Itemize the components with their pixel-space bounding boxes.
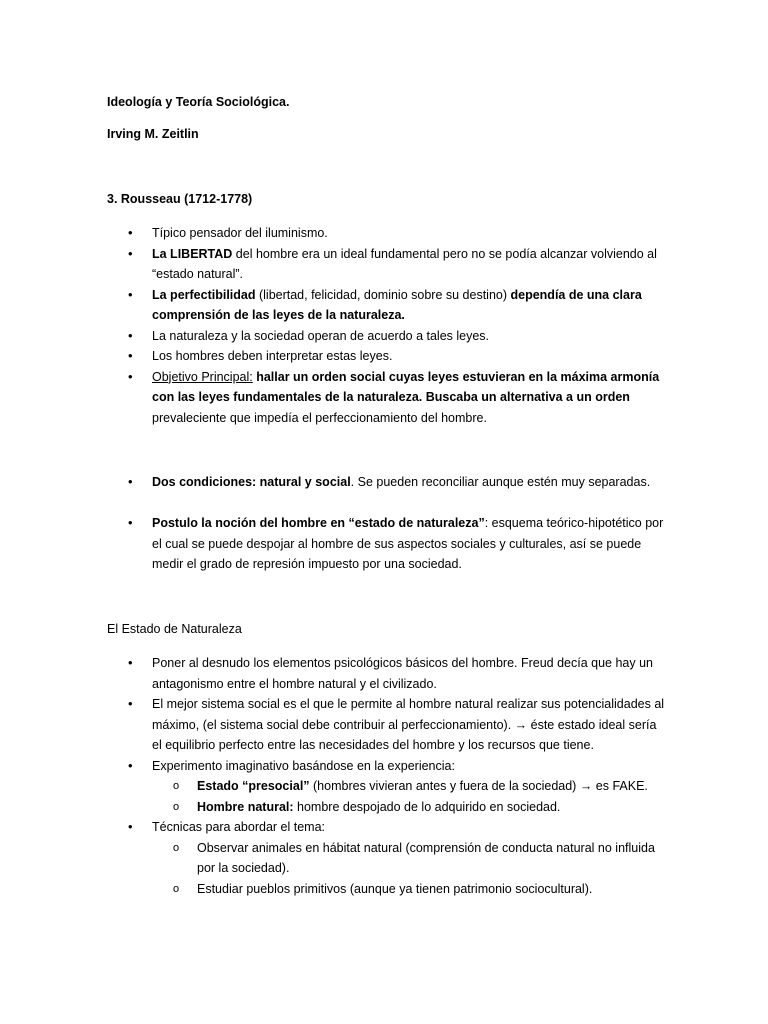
rousseau-bullet-list [0,223,768,428]
sublist-item: o Estado “presocial” (hombres vivieran antes y fuera de la sociedad) → es FAKE. [152,776,668,797]
list-item: • La LIBERTAD del hombre era un ideal fundamental pero no se podía alcanzar volviendo al “estado natural”. [0,244,768,285]
section-heading-rousseau: 3. Rousseau (1712-1778) [107,192,253,206]
section-heading-estado-naturaleza: El Estado de Naturaleza [107,622,242,636]
estado-naturaleza-bullet-list [0,653,768,899]
list-item: • Dos condiciones: natural y social. Se pueden reconciliar aunque estén muy separadas. [0,472,768,493]
sublist-item: o Observar animales en hábitat natural (comprensión de conducta natural no influida por la sociedad). [152,838,668,879]
doc-title: Ideología y Teoría Sociológica. [107,95,290,109]
list-item: • La naturaleza y la sociedad operan de acuerdo a tales leyes. [0,326,768,347]
list-item: • Los hombres deben interpretar estas leyes. [0,346,768,367]
list-item: • Objetivo Principal: hallar un orden social cuyas leyes estuvieran en la máxima armonía con las leyes fundamentales de la naturaleza. Buscaba un alternativa a un orden prevaleciente que impedía el perfeccionamiento del hombre. [0,367,768,429]
list-item: • Poner al desnudo los elementos psicológicos básicos del hombre. Freud decía que hay un antagonismo entre el hombre natural y el civilizado. [0,653,768,694]
experimento-sublist [152,776,668,817]
list-item: • El mejor sistema social es el que le permite al hombre natural realizar sus potencialidades al máximo, (el sistema social debe contribuir al perfeccionamiento). → éste estado ideal sería el equilibrio perfecto entre las necesidades del hombre y los recursos que tiene. [0,694,768,756]
list-item: • La perfectibilidad (libertad, felicidad, dominio sobre su destino) dependía de una clara comprensión de las leyes de la naturaleza. [0,285,768,326]
list-item: • Típico pensador del iluminismo. [0,223,768,244]
list-item: • Postulo la noción del hombre en “estado de naturaleza”: esquema teórico-hipotético por el cual se puede despojar al hombre de sus aspectos sociales y culturales, así se puede medir el grado de represión impuesto por una sociedad. [0,513,768,575]
doc-author: Irving M. Zeitlin [107,127,199,141]
tecnicas-sublist [152,838,668,900]
sublist-item: o Estudiar pueblos primitivos (aunque ya tienen patrimonio sociocultural). [152,879,668,900]
list-item: • Experimento imaginativo basándose en la experiencia: o Estado “presocial” (hombres vivieran antes y fuera de la sociedad) → es FAKE. o Hombre natural: hombre despojado de lo adquirido en sociedad. [0,756,768,818]
state-of-nature-bullet-list [0,513,768,575]
conditions-bullet-list [0,472,768,493]
list-item: • Técnicas para abordar el tema: o Observar animales en hábitat natural (comprensión de conducta natural no influida por la sociedad). o Estudiar pueblos primitivos (aunque ya tienen patrimonio sociocultural). [0,817,768,899]
sublist-item: o Hombre natural: hombre despojado de lo adquirido en sociedad. [152,797,668,818]
